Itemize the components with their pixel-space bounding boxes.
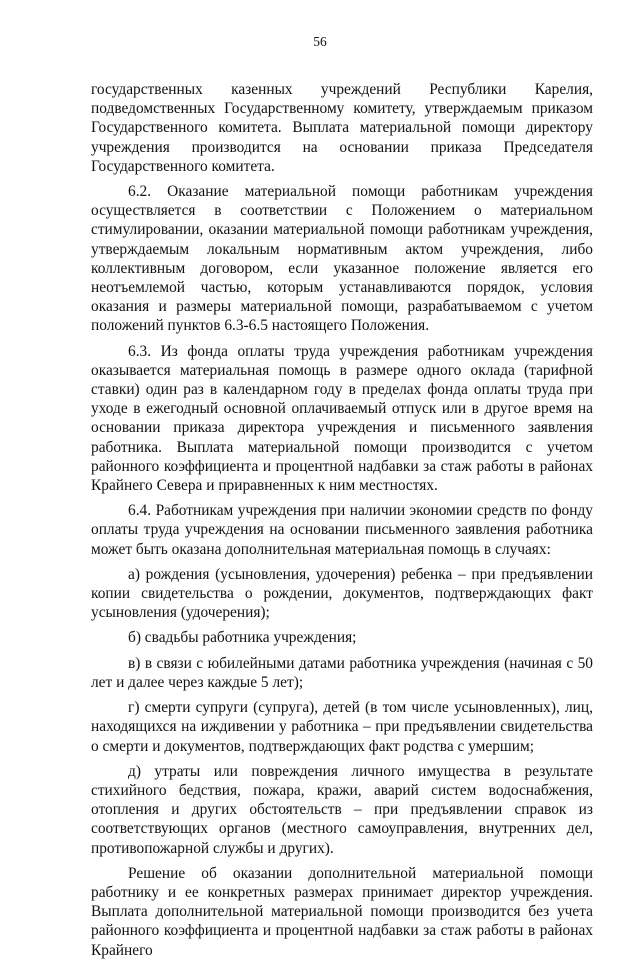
paragraph-6-2: 6.2. Оказание материальной помощи работникам учреждения осуществляется в соответствии с Положением о материальном стимулировании, оказании материальной помощи работникам учреждения, утверждаемым локальным нормативным актом учреждения, либо коллективным договором, если указанное положение является его неотъемлемой частью, которым устанавливаются порядок, условия оказания и размеры материальной помощи, разрабатываемом с учетом положений пунктов 6.3-6.5 настоящего Положения. — [91, 183, 593, 335]
page-number: 56 — [313, 34, 327, 49]
list-item-b: б) свадьбы работника учреждения; — [128, 629, 357, 647]
list-item-a: а) рождения (усыновления, удочерения) ребенка – при предъявлении копии свидетельства о рождении, документов, подтверждающих факт усыновления (удочерения); — [91, 565, 593, 622]
document-body — [91, 80, 593, 966]
paragraph-decision: Решение об оказании дополнительной материальной помощи работнику и ее конкретных размерах принимает директор учреждения. Выплата дополнительной материальной помощи производится без учета районного коэффициента и процентной надбавки за стаж работы в районах Крайнего — [91, 864, 593, 959]
paragraph-continuation: государственных казенных учреждений Республики Карелия, подведомственных Государственному комитету, утверждаемым приказом Государственного комитета. Выплата материальной помощи директору учреждения производится на основании приказа Председателя Государственного комитета. — [91, 81, 593, 175]
list-item-g: г) смерти супруги (супруга), детей (в том числе усыновленных), лиц, находящихся на иждивении у работника – при предъявлении свидетельства о смерти и документов, подтверждающих факт родства с умершим; — [91, 699, 593, 755]
paragraph-6-3: 6.3. Из фонда оплаты труда учреждения работникам учреждения оказывается материальная помощь в размере одного оклада (тарифной ставки) один раз в календарном году в пределах фонда оплаты труда при уходе в ежегодный основной оплачиваемый отпуск или в другое время на основании приказа директора учреждения и письменного заявления работника. Выплата материальной помощи производится с учетом районного коэффициента и процентной надбавки за стаж работы в районах Крайнего Севера и приравненных к ним местностях. — [91, 342, 593, 495]
paragraph-6-4: 6.4. Работникам учреждения при наличии экономии средств по фонду оплаты труда учреждения на основании письменного заявления работника может быть оказана дополнительная материальная помощь в случаях: — [91, 502, 593, 558]
list-item-v: в) в связи с юбилейными датами работника учреждения (начиная с 50 лет и далее через каждые 5 лет); — [91, 654, 593, 691]
list-item-d: д) утраты или повреждения личного имущества в результате стихийного бедствия, пожара, кражи, аварий систем водоснабжения, отопления и других обстоятельств – при предъявлении справок из соответствующих органов (местного самоуправления, внутренних дел, противопожарной службы и других). — [91, 762, 593, 857]
